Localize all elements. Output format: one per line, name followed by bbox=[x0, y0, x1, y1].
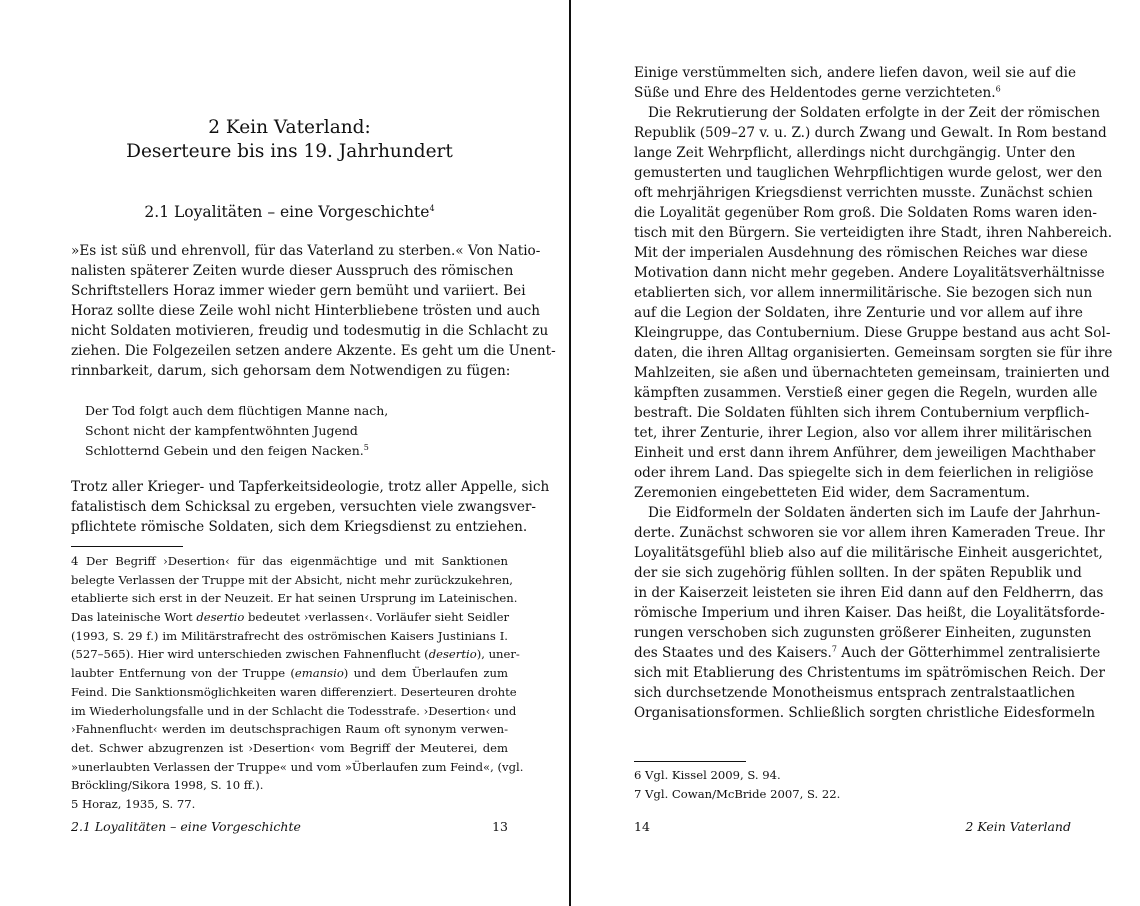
text-line: Die Eidformeln der Soldaten änderten sich im Laufe der Jahrhun- bbox=[648, 505, 1101, 521]
footnote-line: (527–565). Hier wird unterschieden zwischen Fahnenflucht (desertio), uner- bbox=[71, 647, 520, 662]
text-line: sich durchsetzende Monotheismus entsprach zentralstaatlichen bbox=[634, 685, 1076, 701]
text-line: der sie sich zugehörig fühlen sollten. In der späten Republik und bbox=[634, 565, 1082, 581]
verse-line-text: Schlotternd Gebein und den feigen Nacken. bbox=[85, 442, 364, 458]
text-line: rinnbarkeit, darum, sich gehorsam dem Notwendigen zu fügen: bbox=[71, 363, 511, 379]
footnote-line: 4 Der Begriff ›Desertion‹ für das eigenmächtige und mit Sanktionen bbox=[71, 554, 508, 568]
footnote-line: im Wiederholungsfalle und in der Schlacht die Todesstrafe. ›Desertion‹ und bbox=[71, 703, 517, 718]
text-line: nicht Soldaten motivieren, freudig und todesmutig in die Schlacht zu bbox=[71, 323, 549, 339]
chapter-title-line-2: Deserteure bis ins 19. Jahrhundert bbox=[126, 141, 453, 162]
text-line-content: Süße und Ehre des Heldentodes gerne verzichteten. bbox=[634, 85, 996, 101]
text-line: »Es ist süß und ehrenvoll, für das Vaterland zu sterben.« Von Natio- bbox=[71, 243, 541, 259]
text-line: Einheit und erst dann ihrem Anführer, dem jeweiligen Machthaber bbox=[634, 445, 1096, 461]
text-line: etablierten sich, vor allem innermilitärische. Sie bezogen sich nun bbox=[634, 285, 1093, 301]
text-line: ziehen. Die Folgezeilen setzen andere Akzente. Es geht um die Unent- bbox=[71, 343, 556, 359]
footnote-line: (1993, S. 29 f.) im Militärstrafrecht des oströmischen Kaisers Justinians I. bbox=[71, 628, 508, 643]
footnotes bbox=[634, 766, 1071, 803]
text-line: tisch mit den Bürgern. Sie verteidigten ihre Stadt, ihren Nahbereich. bbox=[634, 225, 1113, 241]
text-line: Zeremonien eingebetteten Eid wider, dem Sacramentum. bbox=[634, 485, 1030, 501]
text-line: Mahlzeiten, sie aßen und übernachteten gemeinsam, trainierten und bbox=[634, 365, 1110, 381]
footnote-separator bbox=[634, 761, 746, 762]
text-line: Horaz sollte diese Zeile wohl nicht Hinterbliebene trösten und auch bbox=[71, 303, 541, 319]
right-page bbox=[634, 0, 1113, 906]
text-line: fatalistisch dem Schicksal zu ergeben, versuchten viele zwangsver- bbox=[71, 499, 536, 515]
text-line: die Loyalität gegenüber Rom groß. Die Soldaten Roms waren iden- bbox=[634, 205, 1098, 221]
chapter-title bbox=[71, 116, 508, 164]
footnote-line: laubter Entfernung von der Truppe (emansio) und dem Überlaufen zum bbox=[71, 666, 508, 681]
text-line: Trotz aller Krieger- und Tapferkeitsideologie, trotz aller Appelle, sich bbox=[71, 479, 550, 495]
text-line: Organisationsformen. Schließlich sorgten christliche Eidesformeln bbox=[634, 705, 1096, 721]
text-line: daten, die ihren Alltag organisierten. Gemeinsam sorgten sie für ihre bbox=[634, 345, 1113, 361]
text-line: Kleingruppe, das Contubernium. Diese Gruppe bestand aus acht Sol- bbox=[634, 325, 1111, 341]
footnote-line: 5 Horaz, 1935, S. 77. bbox=[71, 796, 196, 811]
running-title: 2.1 Loyalitäten – eine Vorgeschichte bbox=[71, 819, 301, 834]
footnote-marker-6: 6 bbox=[995, 84, 1001, 94]
text-line: oft mehrjährigen Kriegsdienst verrichten musste. Zunächst schien bbox=[634, 185, 1093, 201]
footnote-marker-5: 5 bbox=[363, 442, 369, 452]
footnote-line: »unerlaubten Verlassen der Truppe« und vom »Überlaufen zum Feind«, (vgl. bbox=[71, 759, 524, 774]
text-line: oder ihrem Land. Das spiegelte sich in dem feierlichen in religiöse bbox=[634, 465, 1094, 481]
left-page bbox=[71, 0, 556, 906]
page-gutter-divider bbox=[569, 0, 571, 906]
text-line: auf die Legion der Soldaten, ihre Zenturie und vor allem auf ihre bbox=[634, 305, 1083, 321]
text-line-tail: Auch der Götterhimmel zentralisierte bbox=[836, 645, 1101, 661]
footnote-line: belegte Verlassen der Truppe mit der Absicht, nicht mehr zurückzukehren, bbox=[71, 572, 513, 587]
footnote-line: Feind. Die Sanktionsmöglichkeiten waren differenziert. Deserteuren drohte bbox=[71, 684, 517, 699]
text-line: derte. Zunächst schworen sie vor allem ihren Kameraden Treue. Ihr bbox=[634, 525, 1105, 541]
footnote-line: etablierte sich erst in der Neuzeit. Er hat seinen Ursprung im Lateinischen. bbox=[71, 591, 518, 606]
text-line: tet, ihrer Zenturie, ihrer Legion, also vor allem ihrer militärischen bbox=[634, 425, 1092, 441]
page-number: 14 bbox=[634, 819, 650, 834]
text-line: kämpften zusammen. Verstieß einer gegen die Regeln, wurden alle bbox=[634, 385, 1098, 401]
section-title bbox=[71, 201, 508, 223]
text-line: Die Rekrutierung der Soldaten erfolgte in der Zeit der römischen bbox=[648, 105, 1100, 121]
footnotes bbox=[71, 552, 524, 814]
paragraph-1 bbox=[71, 241, 556, 381]
footnote-line: det. Schwer abzugrenzen ist ›Desertion‹ vom Begriff der Meuterei, dem bbox=[71, 740, 508, 755]
text-line: Loyalitätsgefühl blieb also auf die militärische Einheit ausgerichtet, bbox=[634, 545, 1103, 561]
running-title: 2 Kein Vaterland bbox=[965, 819, 1071, 834]
chapter-title-line-1: 2 Kein Vaterland: bbox=[208, 117, 371, 138]
paragraph-2 bbox=[71, 477, 550, 537]
verse-quote bbox=[85, 401, 388, 460]
text-line: sich mit Etablierung des Christentums im spätrömischen Reich. Der bbox=[634, 665, 1105, 681]
body-text bbox=[634, 63, 1113, 723]
text-line: Republik (509–27 v. u. Z.) durch Zwang und Gewalt. In Rom bestand bbox=[634, 125, 1107, 141]
text-line: Schriftstellers Horaz immer wieder gern bemüht und variiert. Bei bbox=[71, 283, 526, 299]
text-line bbox=[634, 643, 1101, 663]
page-number: 13 bbox=[492, 819, 508, 834]
text-line: gemusterten und tauglichen Wehrpflichtigen wurde gelost, wer den bbox=[634, 165, 1103, 181]
text-line: Motivation dann nicht mehr gegeben. Andere Loyalitätsverhältnisse bbox=[634, 265, 1105, 281]
text-line: in der Kaiserzeit leisteten sie ihren Eid dann auf den Feldherrn, das bbox=[634, 585, 1104, 601]
footnote-separator bbox=[71, 546, 183, 547]
footnote-line: 6 Vgl. Kissel 2009, S. 94. bbox=[634, 768, 781, 782]
text-line bbox=[634, 83, 1071, 103]
text-line: rungen verschoben sich zugunsten größerer Einheiten, zugunsten bbox=[634, 625, 1092, 641]
footnote-line: ›Fahnenflucht‹ werden im deutschsprachigen Raum oft synonym verwen- bbox=[71, 722, 508, 737]
text-line: bestraft. Die Soldaten fühlten sich ihrem Contubernium verpflich- bbox=[634, 405, 1090, 421]
text-line: Einige verstümmelten sich, andere liefen davon, weil sie auf die bbox=[634, 65, 1077, 81]
footnote-line: 7 Vgl. Cowan/McBride 2007, S. 22. bbox=[634, 786, 841, 801]
footnote-line: Das lateinische Wort desertio bedeutet ›verlassen‹. Vorläufer sieht Seidler bbox=[71, 610, 510, 625]
text-line: lange Zeit Wehrpflicht, allerdings nicht durchgängig. Unter den bbox=[634, 145, 1076, 161]
verse-line: Der Tod folgt auch dem flüchtigen Manne nach, bbox=[85, 403, 389, 418]
section-title-text: 2.1 Loyalitäten – eine Vorgeschichte bbox=[144, 203, 430, 221]
verse-line bbox=[85, 441, 388, 461]
verse-line: Schont nicht der kampfentwöhnten Jugend bbox=[85, 422, 358, 438]
text-line: pflichtete römische Soldaten, sich dem Kriegsdienst zu entziehen. bbox=[71, 519, 528, 535]
text-line: Mit der imperialen Ausdehnung des römischen Reiches war diese bbox=[634, 245, 1088, 261]
page-footer bbox=[71, 818, 508, 836]
text-line-content: des Staates und des Kaisers. bbox=[634, 645, 832, 661]
footnote-marker-4: 4 bbox=[429, 203, 435, 213]
footnote-marker-7: 7 bbox=[831, 644, 837, 654]
footnote-line: Bröckling/Sikora 1998, S. 10 ff.). bbox=[71, 778, 264, 793]
text-line: nalisten späterer Zeiten wurde dieser Ausspruch des römischen bbox=[71, 263, 514, 279]
text-line: römische Imperium und ihren Kaiser. Das heißt, die Loyalitätsforde- bbox=[634, 605, 1105, 621]
